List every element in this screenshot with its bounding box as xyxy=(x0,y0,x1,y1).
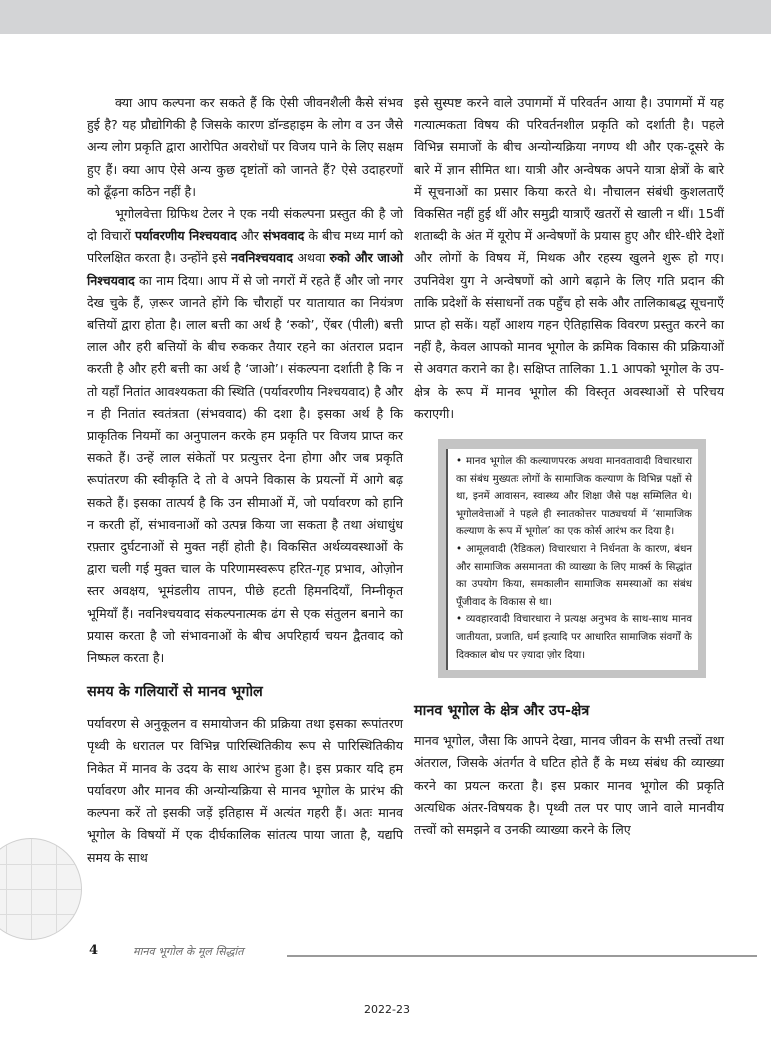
para2-text-rest: का नाम दिया। आप में से जो नगरों में रहते हैं और जो नगर देख चुके हैं, ज़रूर जानते होंगे कि चौराहों पर यातायात का नियंत्रण बत्तियों द्वारा होता है। लाल बत्ती का अर्थ है ‘रुको’, ऐंबर (पीली) बत्ती लाल और हरी बत्तियों के बीच रुककर तैयार रहने का अंतराल प्रदान करती है और हरी बत्ती का अर्थ है ‘जाओ’। संकल्पना दर्शाती है कि न तो यहाँ नितांत आवश्यकता की स्थिति (पर्यावरणीय निश्चयवाद) है और न ही नितांत स्वतंत्रता (संभववाद) की दशा है। इसका अर्थ है कि प्राकृतिक नियमों का अनुपालन करके हम प्रकृति पर विजय प्राप्त कर सकते हैं। उन्हें लाल संकेतों पर प्रत्युत्तर देना होगा और जब प्रकृति रूपांतरण की स्वीकृति दे तो वे अपने विकास के प्रयत्नों में आगे बढ़ सकते हैं। इसका तात्पर्य है कि उन सीमाओं में, जो पर्यावरण को हानि न करती हों, संभावनाओं को उत्पन्न किया जा सकता है तथा अंधाधुंध रफ़्तार दुर्घटनाओं से मुक्त नहीं होती है। विकसित अर्थव्यवस्थाओं के द्वारा चली गई मुक्त चाल के परिणामस्वरूप हरित-गृह प्रभाव, ओज़ोन स्तर अवक्षय, भूमंडलीय तापन, पीछे हटती हिमनदियाँ, निम्नीकृत भूमियाँ हैं। नवनिश्चयवाद संकल्पनात्मक ढंग से एक संतुलन बनाने का प्रयास करता है जो संभावनाओं के बीच अपरिहार्य चयन द्वैतवाद को निष्फल करता है। xyxy=(87,272,403,666)
left-paragraph-1: क्या आप कल्पना कर सकते हैं कि ऐसी जीवनशैली कैसे संभव हुई है? यह प्रौद्योगिकी है जिसके कारण डॉन्डहाइम के लोग व उन जैसे अन्य लोग प्रकृति द्वारा आरोपित अवरोधों पर विजय पाने के लिए सक्षम हुए हैं। क्या आप ऐसे अन्य कुछ दृष्टांतों को जानते हैं? ऐसे उदाहरणों को ढूँढ़ना कठिन नहीं है। xyxy=(87,95,403,199)
section-heading-corridors-of-time: समय के गलियारों से मानव भूगोल xyxy=(87,684,263,701)
term-environmental-determinism: पर्यावरणीय निश्चयवाद xyxy=(134,228,237,244)
info-box xyxy=(438,439,706,678)
right-column xyxy=(414,92,724,841)
bullet-icon: • xyxy=(456,614,463,626)
bullet-icon: • xyxy=(456,456,463,468)
section-heading-fields-and-subfields: मानव भूगोल के क्षेत्र और उप-क्षेत्र xyxy=(414,703,590,720)
left-paragraph-3: पर्यावरण से अनुकूलन व समायोजन की प्रक्रिया तथा इसका रूपांतरण पृथ्वी के धरातल पर विभिन्न पारिस्थितिकीय रूप से पारिस्थितिकीय निकेत में मानव के उदय के साथ आरंभ हुआ है। इस प्रकार यदि हम पर्यावरण और मानव की अन्योन्यक्रिया से मानव भूगोल के प्रारंभ की कल्पना करें तो इसकी जड़ें इतिहास में अत्यंत गहरी हैं। अतः मानव भूगोल के विषयों में एक दीर्घकालिक सांतत्य पाया जाता है, यद्यपि समय के साथ xyxy=(87,716,403,865)
globe-graphic xyxy=(0,838,82,940)
info-box-content xyxy=(446,449,698,670)
para2-text-and: और xyxy=(240,228,259,244)
para2-text-start: भूगोलवेत्ता ग्रिफिथ टेलर ने एक नयी संकल्पना प्रस्तुत की है जो दो विचारों xyxy=(87,206,403,244)
info-box-item: • मानव भूगोल की कल्याणपरक अथवा मानवतावादी विचारधारा का संबंध मुख्यतः लोगों के सामाजिक कल्याण के विभिन्न पक्षों से था, इनमें आवासन, स्वास्थ्य और शिक्षा जैसे पक्ष सम्मिलित थे। भूगोलवेत्ताओं ने पहले ही स्नातकोत्तर पाठ्यचर्या में ‘सामाजिक कल्याण के रूप में भूगोल’ का एक कोर्स आरंभ कर दिया है। xyxy=(456,453,692,541)
top-bar xyxy=(0,0,771,34)
left-column xyxy=(87,92,403,869)
page-number: 4 xyxy=(89,943,99,958)
term-neo-determinism: नवनिश्चयवाद xyxy=(231,250,294,266)
left-paragraph-2 xyxy=(87,203,403,669)
para2-text-mid: के बीच मध्य मार्ग को परिलक्षित करता है। उन्होंने इसे xyxy=(87,228,403,266)
right-paragraph-2: मानव भूगोल, जैसा कि आपने देखा, मानव जीवन के सभी तत्त्वों तथा अंतराल, जिसके अंतर्गत वे घटित होते हैं के मध्य संबंध की व्याख्या करने का प्रयत्न करता है। इस प्रकार मानव भूगोल की प्रकृति अत्यधिक अंतर-विषयक है। पृथ्वी तल पर पाए जाने वाले मानवीय तत्त्वों को समझने व उनकी व्याख्या करने के लिए xyxy=(414,733,724,837)
para2-text-or: अथवा xyxy=(297,250,326,266)
running-title: मानव भूगोल के मूल सिद्धांत xyxy=(133,945,244,958)
info-box-item: • व्यवहारवादी विचारधारा ने प्रत्यक्ष अनुभव के साथ-साथ मानव जातीयता, प्रजाति, धर्म इत्यादि पर आधारित सामाजिक संवर्गों के दिक्काल बोध पर ज़्यादा ज़ोर दिया। xyxy=(456,611,692,664)
edition-year: 2022-23 xyxy=(364,1003,410,1016)
footer-divider xyxy=(287,955,757,957)
info-box-item: • आमूलवादी (रैडिकल) विचारधारा ने निर्धनता के कारण, बंधन और सामाजिक असमानता की व्याख्या के लिए मार्क्स के सिद्धांत का उपयोग किया, समकालीन सामाजिक समस्याओं का संबंध पूँजीवाद के विकास से था। xyxy=(456,541,692,611)
right-paragraph-1: इसे सुस्पष्ट करने वाले उपागमों में परिवर्तन आया है। उपागमों में यह गत्यात्मकता विषय की परिवर्तनशील प्रकृति को दर्शाती है। पहले विभिन्न समाजों के बीच अन्योन्यक्रिया नगण्य थी और एक-दूसरे के बारे में ज्ञान सीमित था। यात्री और अन्वेषक अपने यात्रा क्षेत्रों के बारे में सूचनाओं का प्रसार किया करते थे। नौचालन संबंधी कुशलताएँ विकसित नहीं हुई थीं और समुद्री यात्राएँ खतरों से खाली न थीं। 15वीं शताब्दी के अंत में यूरोप में अन्वेषणों के प्रयास हुए और धीरे-धीरे देशों और लोगों के विषय में, मिथक और रहस्य खुलने शुरू हो गए। उपनिवेश युग ने अन्वेषणों को आगे बढ़ाने के लिए गति प्रदान की ताकि प्रदेशों के संसाधनों तक पहुँच हो सके और तालिकाबद्ध सूचनाएँ प्राप्त हो सकें। यहाँ आशय गहन ऐतिहासिक विवरण प्रस्तुत करने का नहीं है, केवल आपको मानव भूगोल के क्रमिक विकास की प्रक्रियाओं से अवगत कराने का है। सक्षिप्त तालिका 1.1 आपको भूगोल के उप-क्षेत्र के रूप में मानव भूगोल की विस्तृत अवस्थाओं से परिचय कराएगी। xyxy=(414,95,724,421)
term-stop-and-go-determinism: रुको और जाओ निश्चयवाद xyxy=(87,250,403,288)
term-possibilism: संभववाद xyxy=(262,228,305,244)
bullet-icon: • xyxy=(456,544,463,556)
